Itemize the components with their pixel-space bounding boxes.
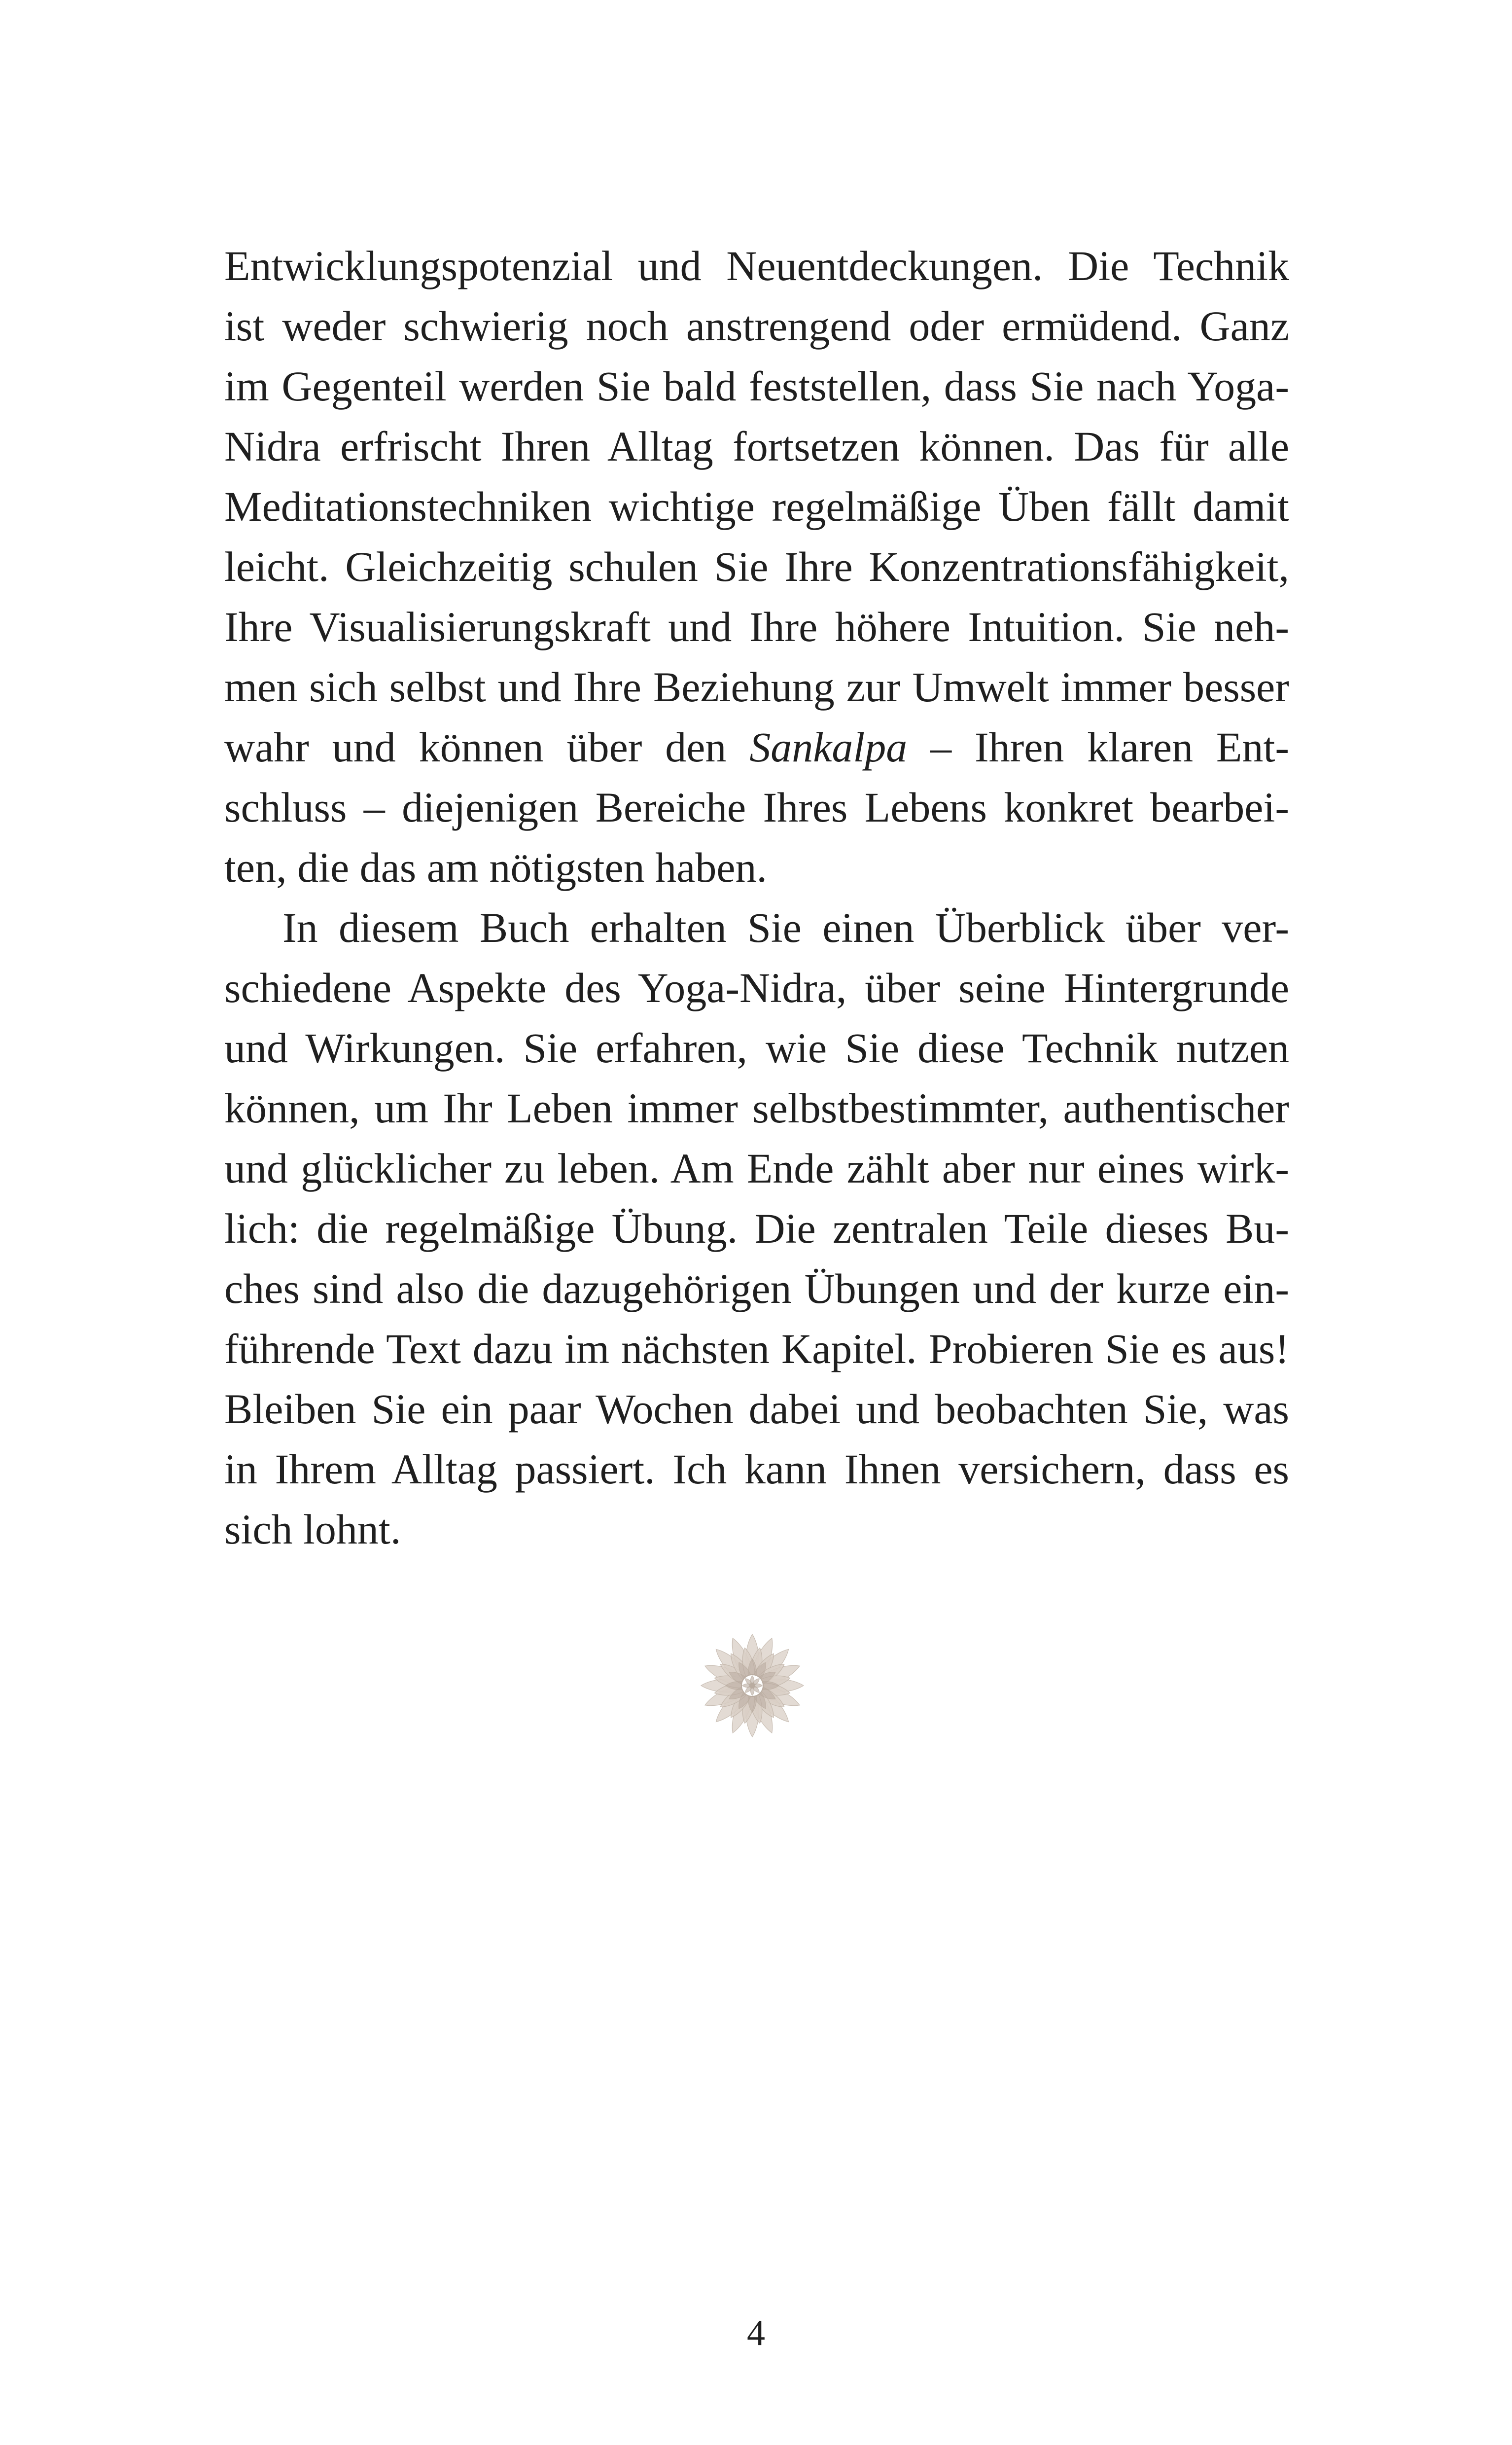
text-line: schluss – diejenigen Bereiche Ihres Lebens konkret bearbei-: [224, 784, 1289, 831]
text-line: schiedene Aspekte des Yoga-Nidra, über seine Hintergrunde: [224, 964, 1289, 1011]
text-line: ches sind also die dazugehörigen Übungen und der kurze ein-: [224, 1265, 1289, 1312]
text-line: sich lohnt.: [224, 1506, 401, 1553]
text-line: ten, die das am nötigsten haben.: [224, 844, 767, 891]
text-line: lich: die regelmäßige Übung. Die zentralen Teile dieses Bu-: [224, 1205, 1289, 1252]
text-line: können, um Ihr Leben immer selbstbestimmter, authentischer: [224, 1084, 1289, 1132]
text-line: im Gegenteil werden Sie bald feststellen, dass Sie nach Yoga-: [224, 362, 1289, 410]
paragraph-2: [224, 898, 1289, 1559]
text-line: Bleiben Sie ein paar Wochen dabei und beobachten Sie, was: [224, 1385, 1289, 1433]
text-line: Meditationstechniken wichtige regelmäßige Üben fällt damit: [224, 483, 1289, 530]
page-number: 4: [747, 2313, 765, 2353]
text-line: men sich selbst und Ihre Beziehung zur Umwelt immer besser: [224, 663, 1289, 711]
text-line: leicht. Gleichzeitig schulen Sie Ihre Konzentrationsfähigkeit,: [224, 543, 1289, 590]
mandala-flower-icon: [698, 1631, 807, 1740]
text-line: Entwicklungspotenzial und Neuentdeckungen. Die Technik: [224, 242, 1289, 289]
text-line: In diesem Buch erhalten Sie einen Überblick über ver-: [282, 904, 1289, 951]
text-fragment: wahr und können über den: [224, 723, 750, 771]
text-line: Nidra erfrischt Ihren Alltag fortsetzen können. Das für alle: [224, 423, 1289, 470]
body-text: [224, 236, 1289, 1559]
text-line-with-italic: [224, 717, 1289, 777]
text-line: führende Text dazu im nächsten Kapitel. Probieren Sie es aus!: [224, 1325, 1289, 1372]
text-fragment: – Ihren klaren Ent-: [907, 723, 1289, 771]
text-line: und Wirkungen. Sie erfahren, wie Sie diese Technik nutzen: [224, 1024, 1289, 1072]
text-line: und glücklicher zu leben. Am Ende zählt aber nur eines wirk-: [224, 1145, 1289, 1192]
text-line: Ihre Visualisierungskraft und Ihre höhere Intuition. Sie neh-: [224, 603, 1289, 650]
paragraph-1: [224, 236, 1289, 898]
text-line: in Ihrem Alltag passiert. Ich kann Ihnen versichern, dass es: [224, 1445, 1289, 1493]
text-line: ist weder schwierig noch anstrengend oder ermüdend. Ganz: [224, 302, 1289, 350]
sankalpa-term: Sankalpa: [749, 723, 908, 771]
